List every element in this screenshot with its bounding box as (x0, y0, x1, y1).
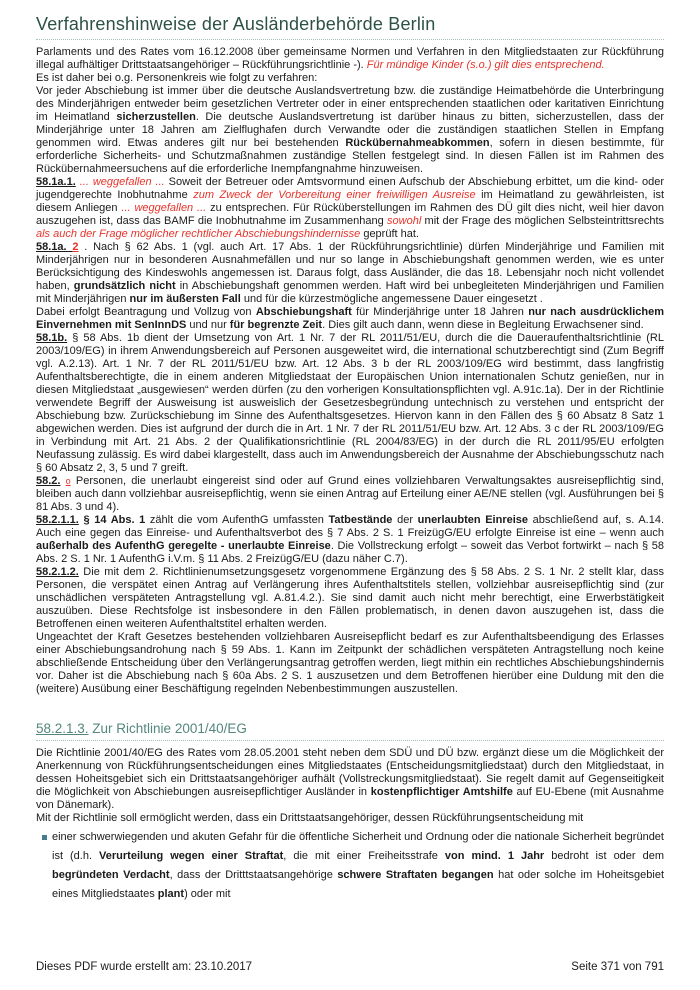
text-run: bedroht ist oder dem (544, 850, 664, 862)
text-run: Dabei erfolgt Beantragung und Vollzug von (36, 306, 256, 318)
text-run: plant (157, 888, 185, 900)
paragraph (36, 241, 664, 306)
text-run: kostenpflichtiger Amtshilfe (370, 786, 513, 798)
text-run: und nur (186, 319, 230, 331)
text-run: Abschiebungshaft (255, 306, 352, 318)
paragraph (36, 176, 664, 241)
text-run: Es ist daher bei o.g. Personenkreis wie folgt zu verfahren: (36, 72, 318, 84)
text-run: . Die deutsche Auslandsvertretung ist darüber hinaus zu bitten, sicherzustellen, dass der Minderjährige unter 18 Jahren am Zielflughafen durch Verwandte oder die zuständigen staatlichen Stellen in Empfang genommen wird. Etwas anderes gilt nur bei bestehenden (36, 111, 664, 149)
paragraph (36, 475, 664, 514)
text-run: o (65, 476, 71, 486)
paragraph (36, 514, 664, 566)
section-heading (36, 720, 664, 737)
text-run: außerhalb des AufenthG geregelte - unerlaubte Einreise (36, 540, 331, 552)
paragraph (36, 566, 664, 631)
square-bullet-icon (42, 835, 47, 840)
text-run: nur nach ausdrücklichem Einvernehmen mit SenInnDS (36, 306, 664, 331)
footer-created-date: Dieses PDF wurde erstellt am: 23.10.2017 (36, 961, 253, 973)
text-run: 58.2. (36, 475, 61, 487)
text-run: Die Richtlinie 2001/40/EG des Rates vom 28.05.2001 steht neben dem SDÜ und DÜ bzw. ergänzt diese um die Möglichkeit der Anerkennung von Rückführungsentscheidungen eines Mitgliedstaates (Entscheidungsmitgliedstaat) durch den Mitgliedstaat, in dessen Hoheitsgebiet sich ein Drittstaatsangehöriger aufhält (Vollstreckungsmitgliedstaat). Sie regelt damit auf Gegenseitigkeit die Möglichkeit von Abschiebungen ausreisepflichtiger Ausländer in (36, 747, 664, 798)
text-run: zu entsprechen. Für Rücküberstellungen im Rahmen des DÜ gilt dies nicht, weil hier davon auszugehen ist, dass das BAMF die Inobhutnahme im Zusammenhang (36, 202, 664, 227)
text-run: Die mit dem 2. Richtlinienumsetzungsgesetz vorgenommene Ergänzung des § 58 Abs. 2 S. 1 Nr. 2 stellt klar, dass Personen, die verspätet einen Antrag auf Verlängerung ihres Aufenthaltstitels stellen, vollziehbar ausreisepflichtig sind (zur unschädlichen verspäteten Antragstellung vgl. A.81.4.2.). Sie sind damit auch nicht mehr berechtigt, eine Erwerbstätigkeit auszuüben. Diese Rechtsfolge ist insbesondere in den Fällen problematisch, in denen davon auszugehen ist, dass die Betroffenen einen weiteren Aufenthaltstitel erhalten werden. (36, 566, 664, 630)
text-run: im Heimatland zu gewährleisten, ist diesem Anliegen (36, 189, 664, 214)
text-run: nur im äußersten Fall (129, 293, 241, 305)
paragraph (36, 631, 664, 696)
text-run: 58.1a.1. (36, 176, 76, 188)
text-run: Soweit der Betreuer oder Amtsvormund einen Aufschub der Abschiebung erbittet, um die kind- oder jugendgerechte Inobhutnahme (36, 176, 664, 201)
text-run: Verurteilung wegen einer Straftat (99, 850, 284, 862)
text-run: mit der Frage des möglichen Selbsteintrittsrechts (421, 215, 664, 227)
text-run: 58.1b. (36, 332, 68, 344)
text-run: als auch der Frage möglicher rechtlicher Abschiebungshindernisse (36, 228, 361, 240)
paragraph (36, 46, 664, 72)
text-run: in Abschiebungshaft genommen werden. Haft wird bei unbegleiteten Minderjährigen und Familien mit Minderjährigen (36, 280, 665, 305)
footer-page-number: Seite 371 von 791 (571, 961, 664, 973)
text-run: ) oder mit (184, 888, 231, 900)
paragraph (36, 812, 664, 825)
paragraph (36, 747, 664, 812)
text-run: auf EU-Ebene (mit Ausnahme von Dänemark). (36, 786, 664, 811)
paragraph (36, 85, 664, 176)
text-run: zählt die vom AufenthG umfassten (145, 514, 329, 526)
paragraph (36, 72, 664, 85)
section-gap (36, 696, 664, 720)
bullet-text (52, 828, 664, 904)
text-run: zum Zweck der Vorbereitung einer freiwilligen Ausreise (193, 189, 476, 201)
text-run: schwere Straftaten begangen (337, 869, 494, 881)
text-run: 2 (72, 241, 79, 253)
text-run: abschließend auf, s. A.14. Auch eine gegen das Einreise- und Aufenthaltsverbot des § 7 Abs. 2 S. 1 FreizügG/EU erfolgte Einreise ist eine – wenn auch (36, 514, 665, 539)
title-dotted-rule (36, 39, 664, 40)
bullet-item (42, 828, 664, 904)
section-dotted-rule (36, 740, 664, 741)
text-run: . Nach § 62 Abs. 1 (vgl. auch Art. 17 Abs. 1 der Rückführungsrichtlinie) dürfen Minderjährige und Familien mit Minderjährigen nur in besonderen Ausnahmefällen und nur so lange in Abschiebungshaft genommen werden, wie es unter Berücksichtigung des Kindeswohls angemessen ist. Daraus folgt, dass Ausländer, die das 18. Lebensjahr noch nicht vollendet haben, (36, 241, 664, 292)
text-run: 58.2.1.3. (36, 721, 89, 736)
text-run: ... weggefallen ... (79, 176, 165, 188)
text-run: , sofern in diesen bestimmte, für erforderliche Sicherheits- und Schutzmaßnahmen zuständige Stellen festgelegt sind. In diesen Fällen ist im Rahmen des Rückübernahmeersuchens auf die erforderliche Inempfangnahme hinzuweisen. (36, 137, 664, 175)
text-run: der (392, 514, 418, 526)
text-run: Ungeachtet der Kraft Gesetzes bestehenden vollziehbaren Ausreisepflicht bedarf es zur Aufenthaltsbeendigung des Erlasses einer Abschiebungsandrohung nach § 59 Abs. 1. Kann im Zeitpunkt der schädlichen verspäteten Antragstellung noch keine abschließende Entscheidung über den Verlängerungsantrag getroffen werden, liegt mithin ein rechtliches Abschiebungshindernis vor. Daher ist die Abschiebung nach § 60a Abs. 2 S. 1 auszusetzen und dem Betroffenen hierüber eine Duldung mit den die (weitere) Ausübung einer Beschäftigung regelnden Nebenbestimmungen auszustellen. (36, 631, 664, 695)
text-run: Für mündige Kinder (s.o.) gilt dies entsprechend. (366, 59, 605, 71)
text-run: , die mit einer Freiheitsstrafe (283, 850, 445, 862)
text-run: für Minderjährige unter 18 Jahren (351, 306, 529, 318)
text-run: Zur Richtlinie 2001/40/EG (88, 721, 247, 736)
text-run: § 58 Abs. 1b dient der Umsetzung von Art. 1 Nr. 7 der RL 2011/51/EU, durch die die Daueraufenthaltsrichtlinie (RL 2003/109/EG) in ihrem Anwendungsbereich auf Personen ausgeweitet wird, die international schutzberechtigt sind (Zum Begriff vgl. A.2.13). Art. 1 Nr. 7 der RL 2011/51/EU bzw. Art. 12 Abs. 3 b der RL 2003/109/EG wird bestimmt, dass langfristig Aufenthaltsberechtigte, die in einem anderen Mitgliedstaat der Europäischen Union internationalen Schutz genießen, nur in diesen Mitgliedstaat „ausgewiesen“ werden dürfen (zu den vorherigen Konsultationspflichten vgl. A.91c.1a). Der in der Richtlinie verwendete Begriff der Ausweisung ist ausweislich der Gesetzesbegründung untechnisch zu verstehen und entspricht der Abschiebung bzw. Zurückschiebung im Sinne des Aufenthaltsgesetzes. Hiervon kann in den Fällen des § 60 Absatz 8 Satz 1 abgewichen werden. Dies ist aufgrund der durch die in Art. 1 Nr. 7 der RL 2011/51/EU bzw. Art. 12 Abs. 3 c der RL 2003/109/EG in Verbindung mit Art. 21 Abs. 2 der Qualifikationsrichtlinie (RL 2004/83/EG) in der durch die RL 2011/95/EU erfolgten Neufassung zulässig. Es wird dabei klargestellt, dass auch im Anwendungsbereich der Ausnahme der Abschiebungsschutz nach § 60 Absatz 2, 3, 5 und 7 greift. (36, 332, 664, 474)
text-run: unerlaubten Einreise (417, 514, 529, 526)
text-run: für begrenzte Zeit (229, 319, 323, 331)
text-run: . Die Vollstreckung erfolgt – soweit das Verbot fortwirkt – nach § 58 Abs. 2 S. 1 Nr. 1 AufenthG i.V.m. § 11 Abs. 2 FreizügG/EU (dazu näher C.7). (36, 540, 664, 565)
paragraph (36, 306, 664, 332)
text-run: Rückübernahmeabkommen (345, 137, 490, 149)
page-footer (36, 961, 664, 973)
text-run: sicherzustellen (116, 111, 196, 123)
paragraph (36, 332, 664, 475)
text-run: Tatbestände (328, 514, 393, 526)
text-run: 58.2.1.2. (36, 566, 79, 578)
text-run: Vor jeder Abschiebung ist immer über die deutsche Auslandsvertretung bzw. die zuständige Heimatbehörde die Unterbringung des Minderjährigen entweder beim gesetzlichen Vertreter oder in einer entsprechenden staatlichen oder karitativen Einrichtung im Heimatland (36, 85, 664, 123)
text-run: Parlaments und des Rates vom 16.12.2008 über gemeinsame Normen und Verfahren in den Mitgliedstaaten zur Rückführung illegal aufhältiger Drittstaatsangehöriger – Rückführungsrichtlinie -). (36, 46, 664, 71)
page-title: Verfahrenshinweise der Ausländerbehörde Berlin (36, 14, 436, 34)
text-run: § 14 Abs. 1 (83, 514, 146, 526)
text-run: einer schwerwiegenden und akuten Gefahr für die öffentliche Sicherheit und Ordnung oder die nationale Sicherheit begründet ist (d.h. (52, 831, 664, 862)
text-run: Mit der Richtlinie soll ermöglicht werden, dass ein Drittstaatsangehöriger, dessen Rückführungsentscheidung mit (36, 812, 584, 824)
document-body (36, 46, 664, 904)
text-run: sowohl (387, 215, 422, 227)
text-run: ... weggefallen ... (121, 202, 207, 214)
text-run: geprüft hat. (360, 228, 419, 240)
text-run: und für die kürzestmögliche angemessene Dauer eingesetzt . (240, 293, 543, 305)
text-run: hat oder solche im Hoheitsgebiet eines Mitgliedstaates (52, 869, 665, 900)
text-run: grundsätzlich nicht (73, 280, 176, 292)
text-run: Personen, die unerlaubt eingereist sind oder auf Grund eines vollziehbaren Verwaltungsaktes ausreisepflichtig sind, bleiben auch dann vollziehbar ausreisepflichtig, wenn sie einen Antrag auf Erteilung einer AE/NE stellen (vgl. Ausführungen bei § 81 Abs. 3 und 4). (36, 475, 664, 513)
text-run: . Dies gilt auch dann, wenn diese in Begleitung Erwachsener sind. (322, 319, 644, 331)
text-run: 58.2.1.1. (36, 514, 79, 526)
text-run: , dass der Dritttstaatsangehörige (169, 869, 338, 881)
text-run: 58.1a. (36, 241, 73, 253)
text-run: von mind. 1 Jahr (444, 850, 545, 862)
text-run: begründeten Verdacht (52, 869, 170, 881)
